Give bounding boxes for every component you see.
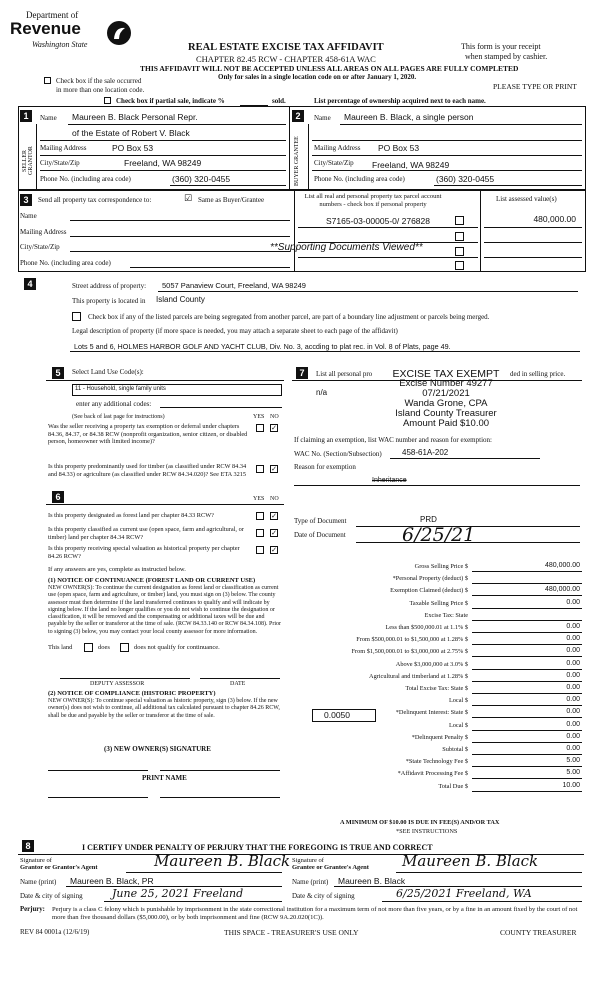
s8-date-label-grantor: Date & city of signing xyxy=(20,892,83,900)
section-6-number: 6 xyxy=(52,491,64,503)
s6-q1-label: Is this property designated as forest land per chapter 84.33 RCW? xyxy=(48,512,214,519)
dor-logo-icon xyxy=(106,20,132,46)
s6-no-header: NO xyxy=(270,496,279,502)
s8-perjury-label: Perjury: xyxy=(20,906,45,913)
s4-located-input[interactable]: Island County xyxy=(156,295,205,304)
form-title: REAL ESTATE EXCISE TAX AFFIDAVIT xyxy=(188,42,384,53)
s1-phone-label: Phone No. (including area code) xyxy=(40,175,131,183)
s6-notice2-title: (2) NOTICE OF COMPLIANCE (HISTORIC PROPERTY) xyxy=(48,690,216,697)
supporting-docs-note: **Supporting Documents Viewed** xyxy=(270,242,423,253)
s5-q1-no[interactable]: ✓ xyxy=(271,424,277,432)
s1-name-line2[interactable]: of the Estate of Robert V. Black xyxy=(72,128,190,138)
calc-row-line xyxy=(472,571,582,572)
local-rate-value[interactable]: 0.0050 xyxy=(324,710,350,720)
s6-does-not-checkbox[interactable] xyxy=(120,643,129,652)
s7-personal-label-b: ded in selling price. xyxy=(510,370,566,378)
s5-yes-header: YES xyxy=(253,414,265,420)
stamp-line-1: EXCISE TAX EXEMPT xyxy=(392,368,500,380)
calc-row-label: Total Excise Tax: State $ xyxy=(405,685,468,692)
stamp-line-6: Amount Paid $10.00 xyxy=(402,418,490,429)
s2-name-input[interactable]: Maureen B. Black, a single person xyxy=(344,112,474,122)
s1-city-label: City/State/Zip xyxy=(40,159,80,167)
calc-row-label: Local $ xyxy=(448,721,468,729)
calc-row-line xyxy=(472,583,582,584)
s2-city-input[interactable]: Freeland, WA 98249 xyxy=(372,160,450,170)
calc-row-value[interactable]: 5.00 xyxy=(566,769,580,777)
calc-row-line xyxy=(472,730,582,731)
s4-street-label: Street address of property: xyxy=(72,282,147,290)
section-8-number: 8 xyxy=(22,840,34,852)
calc-row-label: From $1,500,000.01 to $3,000,000 at 2.75% $ xyxy=(351,648,468,656)
calc-row-value[interactable]: 0.00 xyxy=(566,598,580,606)
s6-new-owner-sig-label: (3) NEW OWNER(S) SIGNATURE xyxy=(104,745,211,753)
s3-parcel4-checkbox[interactable] xyxy=(455,261,464,270)
s8-date-grantor[interactable]: June 25, 2021 Freeland xyxy=(112,887,244,900)
s3-name-label: Name xyxy=(20,212,37,220)
stamp-line-3: 07/21/2021 xyxy=(422,388,470,399)
s8-date-grantee[interactable]: 6/25/2021 Freeland, WA xyxy=(396,887,532,900)
stamp-line-5: Island County Treasurer xyxy=(395,408,497,419)
partial-sale-label: Check box if partial sale, indicate % xyxy=(116,97,225,105)
multi-location-checkbox[interactable] xyxy=(44,77,51,84)
type-or-print: PLEASE TYPE OR PRINT xyxy=(493,82,577,91)
s2-name-label: Name xyxy=(314,114,331,122)
partial-sale-checkbox[interactable] xyxy=(104,97,111,104)
calc-row-value[interactable]: 480,000.00 xyxy=(544,562,580,569)
multi-location-label-1: Check box if the sale occurred xyxy=(56,77,142,85)
calc-row-line xyxy=(472,632,582,633)
s8-date-label-grantee: Date & city of signing xyxy=(292,892,355,900)
s8-sig-grantee[interactable]: Maureen B. Black xyxy=(402,852,539,870)
s3-send-label: Send all property tax correspondence to: xyxy=(38,196,152,204)
stamp-line-2: Excise Number 49277 xyxy=(399,378,493,389)
s3-city-label: City/State/Zip xyxy=(20,243,60,251)
s3-parcel2-checkbox[interactable] xyxy=(455,232,464,241)
s7-personal-input[interactable]: n/a xyxy=(316,388,328,397)
form-warning: THIS AFFIDAVIT WILL NOT BE ACCEPTED UNLESS ALL AREAS ON ALL PAGES ARE FULLY COMPLETED xyxy=(140,64,519,73)
calc-row-label: *Personal Property (deduct) $ xyxy=(392,575,468,583)
calc-row-label: Less than $500,000.01 at 1.1% $ xyxy=(385,624,468,631)
section-2-number: 2 xyxy=(292,110,304,122)
calc-row-value[interactable]: 0.00 xyxy=(566,647,580,655)
s3-phone-label: Phone No. (including area code) xyxy=(20,259,111,267)
section-3-number: 3 xyxy=(20,194,32,206)
section-1-number: 1 xyxy=(20,110,32,122)
s6-does-label: does xyxy=(98,644,110,651)
s5-q2-yes[interactable] xyxy=(256,465,264,473)
s1-mailing-input[interactable]: PO Box 53 xyxy=(112,143,154,153)
calc-row-label: Subtotal $ xyxy=(442,746,468,753)
calc-row-line xyxy=(472,778,582,779)
s8-certify: I CERTIFY UNDER PENALTY OF PERJURY THAT THE FOREGOING IS TRUE AND CORRECT xyxy=(82,843,433,852)
s8-print-label-grantee: Name (print) xyxy=(292,878,329,886)
calc-row-value[interactable]: 0.00 xyxy=(566,708,580,716)
s5-land-use-label: Select Land Use Code(s): xyxy=(72,368,144,376)
s4-street-input[interactable]: 5057 Panaview Court, Freeland, WA 98249 xyxy=(162,281,306,290)
calc-row-value[interactable]: 0.00 xyxy=(566,732,580,740)
s1-phone-input[interactable]: (360) 320-0455 xyxy=(172,174,231,184)
ownership-note: List percentage of ownership acquired next to each name. xyxy=(314,97,486,105)
dor-logo xyxy=(10,10,135,58)
s5-see-back: (See back of last page for instructions) xyxy=(72,414,165,420)
form-subtitle: CHAPTER 82.45 RCW - CHAPTER 458-61A WAC xyxy=(196,54,376,64)
s4-segregated-label: Check box if any of the listed parcels are being segregated from another parcel, are part of a boundary line adjustment or parcels being merged. xyxy=(88,313,490,321)
calc-row-label: Total Due $ xyxy=(438,782,468,790)
s7-doc-type-input[interactable]: PRD xyxy=(420,515,437,524)
s7-reason-label: Reason for exemption xyxy=(294,463,356,471)
s5-q2-label: Is this property predominantly used for timber (as classified under RCW 84.34 and 84.33) or agriculture (as classified under RCW 84.34.020)? See ETA 3215 xyxy=(48,463,247,478)
s6-does-not-label: does not qualify for continuance. xyxy=(134,644,220,651)
calc-row-line xyxy=(472,595,582,596)
calc-row-line xyxy=(472,742,582,743)
calc-row-label: Taxable Selling Price $ xyxy=(409,599,468,607)
s5-q1-label: Was the seller receiving a property tax exemption or deferral under chapters 84.36, 84.37, or 84.38 RCW (nonprofit organization, senior citizen, or disabled person, homeowner with limited income)? xyxy=(48,423,248,445)
s8-sig-grantee-a: Signature of xyxy=(292,857,324,864)
s5-no-header: NO xyxy=(270,414,279,420)
calc-row-value[interactable]: 0.00 xyxy=(566,623,580,630)
s2-mailing-label: Mailing Address xyxy=(314,144,361,152)
s6-q3-no[interactable]: ✓ xyxy=(271,546,277,554)
excise-tax-stamp xyxy=(376,369,516,429)
calc-row-label: *Delinquent Penalty $ xyxy=(411,733,468,741)
s2-mailing-input[interactable]: PO Box 53 xyxy=(378,143,420,153)
s8-grantee-print[interactable]: Maureen B. Black xyxy=(338,876,406,886)
calc-row-label: Exemption Claimed (deduct) $ xyxy=(390,587,468,595)
calc-row-value[interactable]: 0.00 xyxy=(566,720,580,728)
s6-notice1-title: (1) NOTICE OF CONTINUANCE (FOREST LAND OR CURRENT USE) xyxy=(48,577,256,584)
buyer-grantee-label: BUYER GRANTEE xyxy=(294,136,300,186)
calc-row-line xyxy=(472,620,582,621)
dept-name: Revenue xyxy=(10,19,81,38)
calc-row-value[interactable]: 0.00 xyxy=(566,635,580,643)
calc-row-line xyxy=(472,766,582,767)
s3-same-label: Same as Buyer/Grantee xyxy=(198,196,265,204)
calc-row-label: Gross Selling Price $ xyxy=(414,563,468,570)
s3-parcels-label: List all real and personal property tax parcel account numbers - check box if personal property xyxy=(304,193,442,208)
calc-row-value[interactable]: 0.00 xyxy=(566,684,580,691)
section-5-number: 5 xyxy=(52,367,64,379)
calc-row-label: Agricultural and timberland at 1.28% $ xyxy=(369,672,468,680)
calc-row-line xyxy=(472,681,582,682)
s7-doc-type-label: Type of Document xyxy=(294,517,347,525)
calc-row-value[interactable]: 10.00 xyxy=(562,781,580,789)
s8-sig-grantee-b: Grantee or Grantee's Agent xyxy=(292,864,369,871)
s4-legal-input[interactable]: Lots 5 and 6, HOLMES HARBOR GOLF AND YACHT CLUB, Div. No. 3, accding to plat rec. in Vol. 8 of Plats, page 49. xyxy=(74,342,451,351)
s1-name-label: Name xyxy=(40,114,57,122)
s6-does-checkbox[interactable] xyxy=(84,643,93,652)
calc-row-label: Above $3,000,000 at 3.0% $ xyxy=(395,660,468,668)
calc-row-value[interactable]: 0.00 xyxy=(566,696,580,704)
s8-print-label-grantor: Name (print) xyxy=(20,878,57,886)
calc-row-line xyxy=(472,717,582,718)
s3-parcel-input[interactable]: S7165-03-00005-0/ 276828 xyxy=(326,216,430,226)
s7-exemption-label: If claiming an exemption, list WAC number and reason for exemption: xyxy=(294,436,492,444)
s7-doc-date-label: Date of Document xyxy=(294,531,346,539)
s2-city-label: City/State/Zip xyxy=(314,159,354,167)
s6-notice1-body: NEW OWNER(S): To continue the current designation as forest land or classification as current use (open space, farm and agriculture, or timber) land, you must sign on (3) below. The county assessor must then determine if the land transferred continues to qualify and will indicate by signing below. If the land no longer qualifies or you do not wish to continue the designation or classification, it will be removed and the compensating or additional taxes will be due and payable by the seller or transferor at the time of sale. (RCW 84.33.140 or RCW 84.34.108). Prior to signing (3) below, you may contact your local county assessor for more information. xyxy=(48,585,282,635)
s3-mailing-label: Mailing Address xyxy=(20,228,67,236)
s4-legal-label: Legal description of property (if more space is needed, you may attach a separate sheet to each page of the affidavit) xyxy=(72,327,398,335)
s6-q2-label: Is this property classified as current use (open space, farm and agricultural, or timber) land per chapter 84.34 RCW? xyxy=(48,526,244,541)
s1-name-input[interactable]: Maureen B. Black Personal Repr. xyxy=(72,112,198,122)
s2-phone-label: Phone No. (including area code) xyxy=(314,175,405,183)
s6-if-yes: If any answers are yes, complete as instructed below. xyxy=(48,566,186,573)
footer-treasurer-space: THIS SPACE - TREASURER'S USE ONLY xyxy=(224,928,359,937)
calc-row-line xyxy=(472,644,582,645)
s6-notice2-body: NEW OWNER(S): To continue special valuation as historic property, sign (3) below. If the new owner(s) does not wish to continue, all additional tax calculated pursuant to chapter 84.26 RCW, shall be due and payable by the seller or transferor at the time of sale. xyxy=(48,698,280,719)
s7-wac-input[interactable]: 458-61A-202 xyxy=(402,448,449,457)
s3-assessed-input[interactable]: 480,000.00 xyxy=(533,214,576,224)
calc-row-label: *Affidavit Processing Fee $ xyxy=(397,770,468,778)
s5-q2-no[interactable]: ✓ xyxy=(271,465,277,473)
receipt-note-2: when stamped by cashier. xyxy=(465,52,548,61)
calc-row-value[interactable]: 5.00 xyxy=(566,757,580,765)
s6-deputy-label: DEPUTY ASSESSOR xyxy=(90,681,145,687)
sold-label: sold. xyxy=(272,97,286,105)
footer-county-treasurer: COUNTY TREASURER xyxy=(500,928,577,937)
calc-row-line xyxy=(472,608,582,609)
s5-q1-yes[interactable] xyxy=(256,424,264,432)
s1-city-input[interactable]: Freeland, WA 98249 xyxy=(124,158,202,168)
receipt-note-1: This form is your receipt xyxy=(461,42,541,51)
only-for-note: Only for sales in a single location code on or after January 1, 2020. xyxy=(218,73,417,81)
seller-grantor-label: SELLER GRANTOR xyxy=(22,146,34,176)
s4-segregated-checkbox[interactable] xyxy=(72,312,81,321)
s7-doc-date-input[interactable]: 6/25/21 xyxy=(402,524,476,546)
s1-mailing-label: Mailing Address xyxy=(40,144,87,152)
stamp-line-4: Wanda Grone, CPA xyxy=(404,398,488,409)
s8-grantor-print[interactable]: Maureen B. Black, PR xyxy=(70,876,154,886)
s6-this-land: This land xyxy=(48,644,73,651)
s6-yes-header: YES xyxy=(253,496,265,502)
multi-location-label-2: in more than one location code. xyxy=(56,86,145,94)
calc-row-label: Excise Tax: State xyxy=(424,611,468,619)
s2-phone-input[interactable]: (360) 320-0455 xyxy=(436,174,495,184)
s6-date-label: DATE xyxy=(230,681,246,687)
section-7-number: 7 xyxy=(296,367,308,379)
s4-located-label: This property is located in xyxy=(72,297,146,305)
s8-perjury-text: Perjury is a class C felony which is punishable by imprisonment in the state correctional institution for a maximum term of not more than five years, or by a fine in an amount fixed by the court of not more than five thousand dollars ($5,000.00), or by both imprisonment and fine (RCW 9A.20.020(1C)). xyxy=(52,906,578,921)
s3-parcel3-checkbox[interactable] xyxy=(455,247,464,256)
calc-row-line xyxy=(472,705,582,706)
s3-assessed-label: List assessed value(s) xyxy=(496,195,557,203)
s7-wac-label: WAC No. (Section/Subsection) xyxy=(294,450,382,458)
calc-row-value[interactable]: 480,000.00 xyxy=(544,586,580,594)
s7-personal-label-a: List all personal pro xyxy=(316,370,373,378)
s6-q3-label: Is this property receiving special valuation as historical property per chapter 84.26 RCW? xyxy=(48,545,240,560)
calc-row-label: Local $ xyxy=(448,697,468,705)
calc-minimum: A MINIMUM OF $10.00 IS DUE IN FEE(S) AND/OR TAX xyxy=(340,819,500,826)
s8-sig-grantor-a: Signature of xyxy=(20,857,52,864)
s8-sig-grantor-b: Grantor or Grantor's Agent xyxy=(20,864,98,871)
calc-row-line xyxy=(472,656,582,657)
calc-see-instr: *SEE INSTRUCTIONS xyxy=(396,828,458,835)
s6-q2-no[interactable]: ✓ xyxy=(271,529,277,537)
s3-parcel-personal-checkbox[interactable] xyxy=(455,216,464,225)
calc-row-value[interactable]: 0.00 xyxy=(566,659,580,667)
s6-q2-yes[interactable] xyxy=(256,529,264,537)
calc-row-line xyxy=(472,669,582,670)
s7-reason-input[interactable]: Inheritance xyxy=(372,477,407,484)
calc-row-label: From $500,000.01 to $1,500,000 at 1.28% $ xyxy=(356,636,468,644)
s6-q1-no[interactable]: ✓ xyxy=(271,512,277,520)
s5-additional-label: enter any additional codes: xyxy=(76,400,152,408)
calc-row-value[interactable]: 0.00 xyxy=(566,671,580,679)
calc-row-line xyxy=(472,693,582,694)
dept-line: Department of xyxy=(26,10,79,20)
calc-row-line xyxy=(472,754,582,755)
s8-sig-grantor[interactable]: Maureen B. Black xyxy=(154,852,291,870)
s6-print-name-label: PRINT NAME xyxy=(142,774,187,782)
s6-q3-yes[interactable] xyxy=(256,546,264,554)
s5-land-use-value: 11 - Household, single family units xyxy=(75,386,166,392)
footer-form-no: REV 84 0001a (12/6/19) xyxy=(20,928,90,936)
calc-row-line xyxy=(472,791,582,792)
state-name: Washington State xyxy=(32,40,88,49)
calc-row-value[interactable]: 0.00 xyxy=(566,745,580,752)
s6-q1-yes[interactable] xyxy=(256,512,264,520)
calc-row-label: *State Technology Fee $ xyxy=(405,758,468,766)
calc-row-label: *Delinquent Interest: State $ xyxy=(395,709,468,717)
section-4-number: 4 xyxy=(24,278,36,290)
s3-same-checkbox[interactable]: ☑ xyxy=(184,194,193,204)
